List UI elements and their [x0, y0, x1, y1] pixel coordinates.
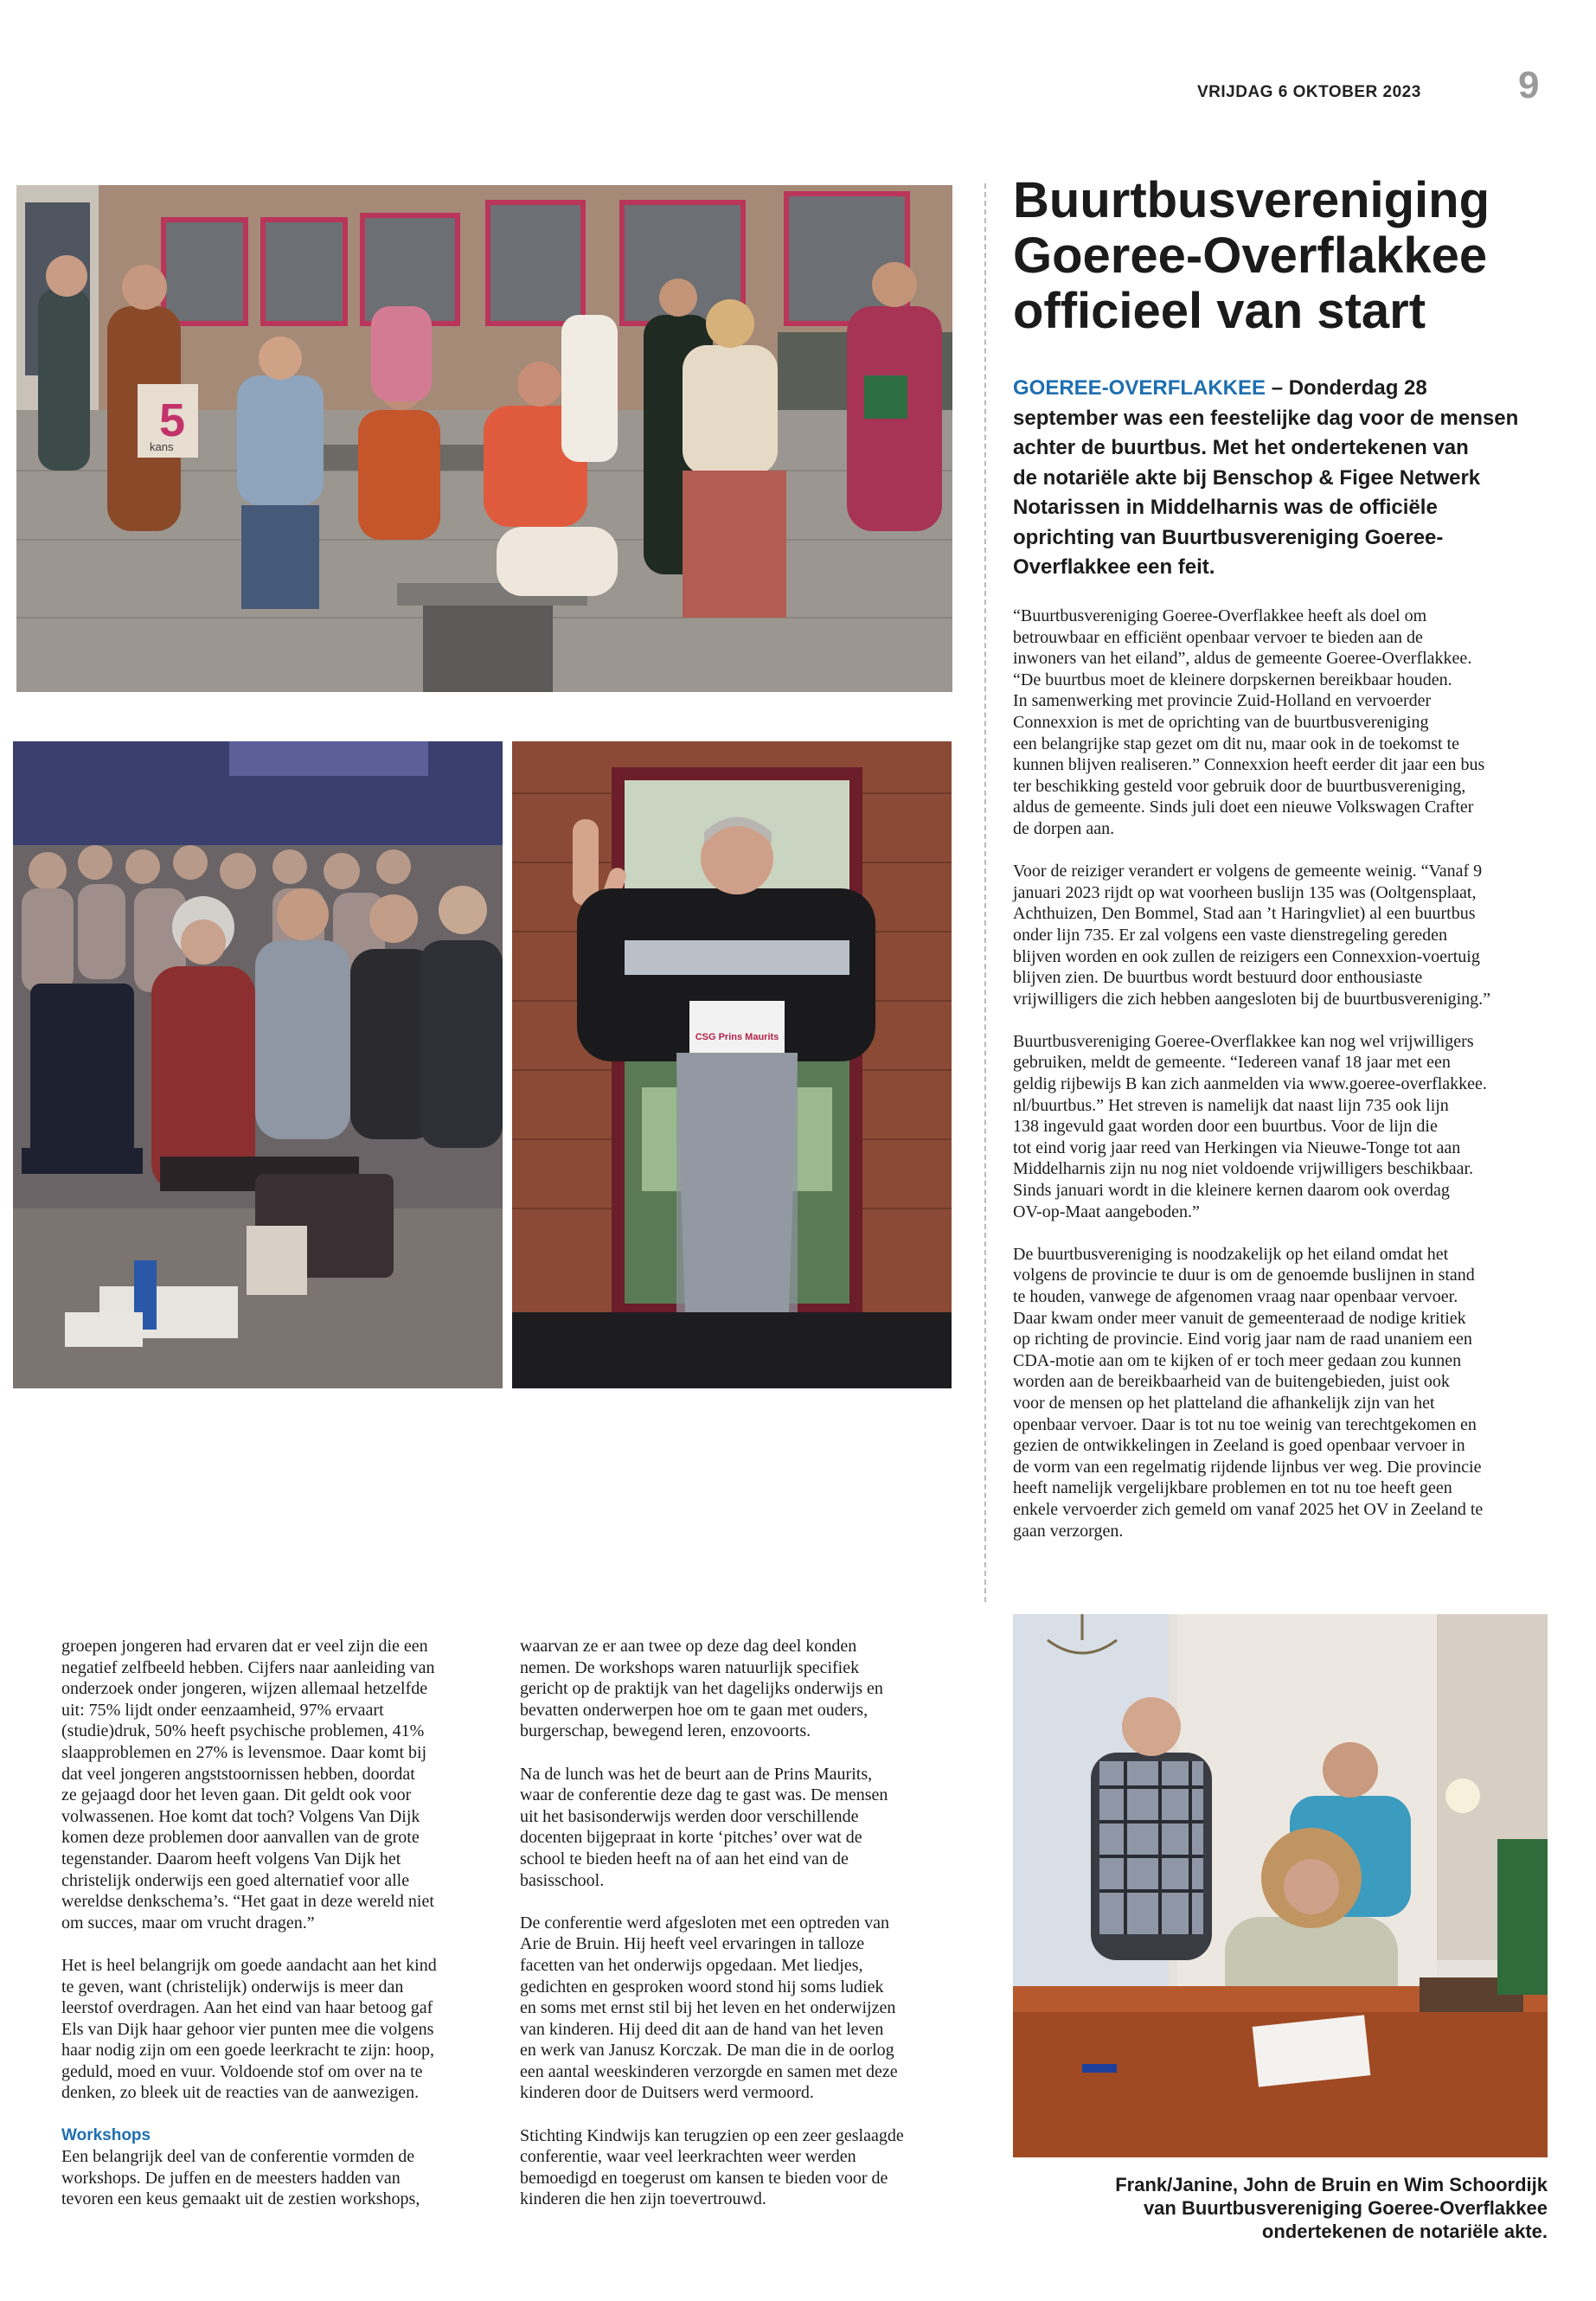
text-line: Sinds januari wordt in die kleinere kernen daarom ook overdag [1013, 1181, 1450, 1201]
text-line: dat veel jongeren angststoornissen hebben, doordat [61, 1764, 415, 1784]
text-line: tevoren een keus gemaakt uit de zestien workshops, [61, 2189, 420, 2209]
text-line: christelijk onderwijs een goed alternatief voor alle [61, 1870, 410, 1890]
text-line: Na de lunch was het de beurt aan de Prins Maurits, [520, 1764, 873, 1784]
paragraph [1013, 606, 1553, 840]
text-line: In samenwerking met provincie Zuid-Holland en vervoerder [1013, 691, 1432, 711]
text-line: OV-op-Maat aangeboden.” [1013, 1202, 1200, 1221]
workshops-subhead: Workshops [61, 2125, 151, 2144]
text-line: vrijwilligers die zich hebben aangesloten bij de buurtbusvereniging.” [1013, 989, 1491, 1009]
text-line: van kinderen. Hij deed dit aan de hand van het leven [520, 2019, 884, 2039]
text-line: ter beschikking gesteld voor gebruik door de buurtbusvereniging, [1013, 776, 1466, 796]
text-line: volgens de provincie te duur is om de genoemde buslijnen in stand [1013, 1266, 1475, 1285]
text-line: een aantal weeskinderen verzorgde en samen met deze [520, 2061, 898, 2081]
text-line: Achthuizen, Den Bommel, Stad aan ’t Haringvliet) al een buurtbus [1013, 904, 1476, 924]
text-line: blijven worden en ook zullen de reizigers een Connexxion-voertuig [1013, 946, 1480, 966]
paragraph [1013, 1031, 1553, 1222]
dateline: GOEREE-OVERFLAKKEE [1013, 376, 1266, 400]
text-line: Els van Dijk haar gehoor vier punten mee die volgens [61, 2019, 434, 2039]
paragraph [520, 1636, 952, 1742]
text-line: gaan verzorgen. [1013, 1521, 1124, 1541]
conference-column-left [61, 1636, 494, 2210]
article-headline [1013, 173, 1567, 339]
text-line: burgerschap, bewegend leren, enzovoorts. [520, 1721, 811, 1741]
text-line: en werk van Janusz Korczak. De man die in de oorlog [520, 2041, 894, 2061]
paragraph [520, 2125, 952, 2210]
text-line: onder lijn 735. Er zal volgens een vaste dienstregeling gereden [1013, 925, 1448, 945]
text-line: leerstof overdragen. Aan het eind van haar betoog gaf [61, 1998, 433, 2018]
text-line: een belangrijke stap gezet om dit nu, maar ook in de toekomst te [1013, 734, 1459, 753]
text-line: groepen jongeren had ervaren dat er veel zijn die een [61, 1637, 428, 1656]
text-line: om succes, maar om vrucht dragen.” [61, 1913, 315, 1932]
lead-line: GOEREE-OVERFLAKKEE – Donderdag 28 [1013, 376, 1427, 400]
issue-date: VRIJDAG 6 OKTOBER 2023 [1197, 83, 1421, 101]
lead-line: september was een feestelijke dag voor de mensen [1013, 406, 1519, 430]
paragraph-gap [1013, 1009, 1553, 1031]
text-line: facetten van het onderwijs opgedaan. Met liedjes, [520, 1955, 863, 1975]
lead-line: Notarissen in Middelharnis was de officiële [1013, 496, 1438, 519]
paragraph-gap [520, 2104, 952, 2125]
paragraph-gap [520, 1742, 952, 1764]
text-line: tegenstander. Daarom heeft volgens Van Dijk het [61, 1849, 401, 1868]
text-line: komen deze problemen door aanvallen van de grote [61, 1828, 420, 1848]
text-line: volwassenen. Hoe komt dat toch? Volgens Van Dijk [61, 1806, 420, 1826]
lead-line: de notariële akte bij Benschop & Figee Netwerk [1013, 465, 1481, 490]
page-number: 9 [1518, 64, 1540, 106]
paragraph [61, 1955, 494, 2104]
text-line: voor de mensen op het platteland die afhankelijk zijn van het [1013, 1393, 1435, 1413]
text-line: Het is heel belangrijk om goede aandacht aan het kind [61, 1955, 437, 1975]
text-line: januari 2023 rijdt op wat voorheen buslijn 135 was (Ooltgensplaat, [1013, 882, 1477, 902]
text-line: kinderen die hen zijn toevertrouwd. [520, 2189, 766, 2209]
text-line: bemoedigd en toegerust om kansen te bieden voor de [520, 2168, 888, 2188]
text-line: Stichting Kindwijs kan terugzien op een zeer geslaagde [520, 2125, 904, 2145]
text-line: CDA-motie aan om te kijken of er toch meer gedaan zou kunnen [1013, 1350, 1462, 1370]
headline-line: Goeree-Overflakkee [1013, 228, 1488, 284]
text-line: Voor de reiziger verandert er volgens de gemeente weinig. “Vanaf 9 [1013, 862, 1483, 881]
text-line: te houden, vanwege de afgenomen vraag naar openbaar vervoer. [1013, 1287, 1458, 1306]
text-line: (studie)druk, 50% heeft psychische problemen, 41% [61, 1721, 425, 1741]
text-line: heeft namelijk vergelijkbare problemen en tot nu toe heeft geen [1013, 1478, 1452, 1498]
text-line: De conferentie werd afgesloten met een optreden van [520, 1913, 890, 1932]
text-line: de vorm van een regelmatig rijdende lijnbus ver weg. Die provincie [1013, 1457, 1482, 1477]
text-line: uit: 75% lijdt onder eenzaamheid, 97% ervaart [61, 1700, 384, 1720]
text-line: gebruiken, meldt de gemeente. “Iedereen vanaf 18 jaar met een [1013, 1053, 1451, 1073]
headline-line: Buurtbusvereniging [1013, 172, 1490, 228]
column-divider [984, 183, 986, 1602]
text-line: geduld, moed en vuur. Voldoende stof om over na te [61, 2061, 423, 2081]
text-line: kunnen blijven realiseren.” Connexxion heeft eerder dit jaar een bus [1013, 755, 1485, 775]
text-line: bevatten onderwerpen hoe om te gaan met ouders, [520, 1700, 869, 1720]
text-line: openbaar vervoer. Daar is tot nu toe weinig van terechtgekomen en [1013, 1414, 1477, 1434]
text-line: waar de conferentie deze dag te gast was. De mensen [520, 1785, 888, 1805]
paragraph-gap [1013, 840, 1553, 862]
text-line: conferentie, waar veel leerkrachten weer werden [520, 2147, 856, 2167]
text-line: gedichten en gesproken woord stond hij soms ludiek [520, 1977, 884, 1997]
paragraph-gap [1013, 1222, 1553, 1244]
text-line: Buurtbusvereniging Goeree-Overflakkee kan nog wel vrijwilligers [1013, 1031, 1474, 1051]
text-line: geldig rijbewijs B kan zich aanmelden via www.goeree-overflakkee. [1013, 1074, 1487, 1094]
lead-line: oprichting van Buurtbusvereniging Goeree- [1013, 525, 1444, 549]
photo-courtyard-gathering [16, 185, 952, 692]
sign-text: kans [150, 440, 174, 453]
text-line: basisschool. [520, 1870, 605, 1890]
text-line: nl/buurtbus.” Het streven is namelijk dat naast lijn 735 ook lijn [1013, 1095, 1449, 1115]
paragraph [1013, 1244, 1553, 1541]
text-line: aldus de gemeente. Sinds juli doet een nieuwe Volkswagen Crafter [1013, 798, 1474, 817]
text-line: “De buurtbus moet de kleinere dorpskernen bereikbaar houden. [1013, 670, 1452, 689]
text-line: Middelharnis zijn nu nog niet voldoende vrijwilligers beschikbaar. [1013, 1159, 1474, 1179]
paragraph [520, 1764, 952, 1892]
text-line: wereldse denkschema’s. “Het gaat in deze wereld niet [61, 1892, 434, 1912]
text-line: Arie de Bruin. Hij heeft veel ervaringen in talloze [520, 1934, 865, 1954]
text-line: ze gejaagd door het leven gaan. Dit geldt ook voor [61, 1785, 412, 1805]
lead-line: achter de buurtbus. Met het ondertekenen van [1013, 436, 1469, 459]
text-line: te geven, want (christelijk) onderwijs is meer dan [61, 1977, 404, 1997]
text-line: De buurtbusvereniging is noodzakelijk op het eiland omdat het [1013, 1244, 1449, 1264]
photo-speaker-lectern [512, 741, 952, 1388]
sign-number: 5 [159, 394, 186, 446]
photo-caption [1013, 2173, 1548, 2243]
text-line: workshops. De juffen en de meesters hadden van [61, 2168, 401, 2188]
headline-line: officieel van start [1013, 283, 1426, 339]
text-line: waarvan ze er aan twee op deze dag deel konden [520, 1637, 857, 1656]
text-line: docenten bijgepraat in korte ‘pitches’ over wat de [520, 1828, 862, 1848]
paragraph [1013, 861, 1553, 1009]
lectern-logo: CSG Prins Maurits [695, 1032, 779, 1042]
conference-column-middle [520, 1636, 952, 2210]
text-line: inwoners van het eiland”, aldus de gemeente Goeree-Overflakkee. [1013, 649, 1472, 669]
article-lead [1013, 374, 1553, 583]
text-line: uit het basisonderwijs werden door verschillende [520, 1806, 859, 1826]
text-line: 138 ingevuld gaat worden door een buurtbus. Voor de lijn die [1013, 1117, 1438, 1137]
text-line: onderzoek onder jongeren, wijzen allemaal hetzelfde [61, 1679, 428, 1699]
paragraph-gap [520, 1891, 952, 1913]
paragraph [61, 1636, 494, 1933]
text-line: nemen. De workshops waren natuurlijk specifiek [520, 1657, 860, 1677]
photo-notarial-signing [1013, 1614, 1548, 2157]
text-line: Een belangrijk deel van de conferentie vormden de [61, 2147, 415, 2167]
text-line: blijven zien. De buurtbus wordt bestuurd door enthousiaste [1013, 968, 1423, 988]
text-line: gericht op de praktijk van het dagelijks onderwijs en [520, 1679, 883, 1699]
paragraph-gap [61, 2104, 494, 2125]
text-line: “Buurtbusvereniging Goeree-Overflakkee heeft als doel om [1013, 606, 1427, 625]
text-line: gezien de ontwikkelingen in Zeeland is goed openbaar vervoer in [1013, 1436, 1465, 1456]
text-line: enkele vervoerder zich gemeld om vanaf 2025 het OV in Zeeland te [1013, 1499, 1484, 1519]
article-body [1013, 606, 1553, 1541]
photo-conference-audience [13, 741, 503, 1388]
text-line: worden aan de bereikbaarheid van de buitengebieden, juist ook [1013, 1372, 1450, 1392]
paragraph [520, 1913, 952, 2104]
text-line: de dorpen aan. [1013, 818, 1115, 838]
text-line: en soms met ernst stil bij het leven en het onderwijzen [520, 1998, 896, 2018]
text-line: Daar kwam onder meer vanuit de gemeenteraad de nodige kritiek [1013, 1308, 1466, 1328]
text-line: denken, zo bleek uit de reacties van de aanwezigen. [61, 2083, 420, 2103]
text-line: haar nodig zijn om een goede leerkracht te zijn: hoop, [61, 2041, 434, 2061]
lead-line: Overflakkee een feit. [1013, 555, 1215, 579]
text-line: negatief zelfbeeld hebben. Cijfers naar aanleiding van [61, 1657, 435, 1677]
text-line: betrouwbaar en efficiënt openbaar vervoer te bieden aan de [1013, 627, 1423, 647]
text-line: tot eind vorig jaar reed van Herkingen via Nieuwe-Tonge tot aan [1013, 1138, 1461, 1157]
paragraph-gap [61, 1933, 494, 1955]
text-line: school te bieden heeft na of aan het eind van de [520, 1849, 849, 1868]
caption-line: van Buurtbusvereniging Goeree-Overflakkee [1143, 2197, 1548, 2219]
text-line: op richting de provincie. Eind vorig jaar nam de raad unaniem een [1013, 1330, 1472, 1349]
text-line: Connexxion is met de oprichting van de buurtbusvereniging [1013, 712, 1429, 732]
text-line: slaapproblemen en 27% is levensmoe. Daar komt bij [61, 1742, 427, 1762]
caption-line: Frank/Janine, John de Bruin en Wim Schoordijk [1115, 2174, 1548, 2195]
caption-line: ondertekenen de notariële akte. [1261, 2221, 1548, 2242]
text-line: kinderen door de Duitsers werd vermoord. [520, 2083, 814, 2103]
